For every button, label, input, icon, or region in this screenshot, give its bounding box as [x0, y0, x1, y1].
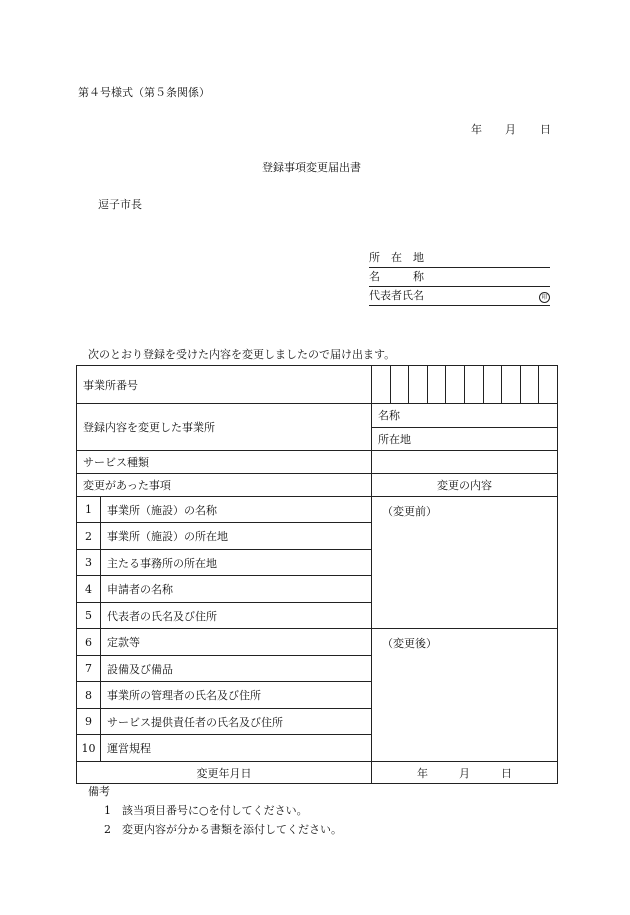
item-label: サービス提供責任者の氏名及び住所 — [101, 709, 372, 735]
item-number[interactable]: 10 — [77, 735, 101, 762]
office-name-label: 名称 — [378, 409, 400, 423]
after-cell[interactable] — [372, 629, 558, 762]
intro-text: 次のとおり登録を受けた内容を変更しましたので届け出ます。 — [88, 348, 396, 361]
change-date-field[interactable] — [372, 762, 558, 784]
item-label: 定款等 — [101, 629, 372, 656]
office-number-label: 事業所番号 — [77, 366, 372, 404]
digit-box[interactable] — [483, 366, 502, 403]
office-name-field[interactable] — [372, 404, 557, 428]
item-number[interactable]: 2 — [77, 523, 101, 550]
seal-icon: 印 — [539, 292, 550, 303]
change-date-year: 年 — [417, 766, 428, 780]
addressee: 逗子市長 — [98, 198, 142, 211]
item-number[interactable]: 7 — [77, 656, 101, 682]
service-type-field[interactable] — [372, 451, 558, 474]
digit-box[interactable] — [464, 366, 483, 403]
address-label: 所 在 地 — [369, 251, 424, 264]
item-label: 代表者の氏名及び住所 — [101, 603, 372, 629]
office-number-boxes[interactable] — [372, 366, 558, 404]
changed-items-header: 変更があった事項 — [77, 474, 372, 497]
digit-box[interactable] — [372, 366, 390, 403]
office-location-label: 所在地 — [378, 432, 411, 446]
document-title: 登録事項変更届出書 — [262, 161, 361, 174]
service-type-label: サービス種類 — [77, 451, 372, 474]
item-number[interactable]: 3 — [77, 550, 101, 576]
note-text: 変更内容が分かる書類を添付してください。 — [122, 823, 342, 836]
form-number: 第４号様式（第５条関係） — [78, 86, 210, 99]
digit-box[interactable] — [501, 366, 520, 403]
date-day-label: 日 — [540, 123, 551, 136]
item-label: 運営規程 — [101, 735, 372, 762]
item-number[interactable]: 6 — [77, 629, 101, 656]
item-label: 設備及び備品 — [101, 656, 372, 682]
digit-box[interactable] — [445, 366, 464, 403]
note-text: 該当項目番号に○を付してください。 — [122, 804, 308, 817]
digit-box[interactable] — [520, 366, 539, 403]
item-number[interactable]: 1 — [77, 497, 101, 523]
change-date-label: 変更年月日 — [77, 762, 372, 784]
item-number[interactable]: 8 — [77, 682, 101, 709]
digit-box[interactable] — [427, 366, 446, 403]
change-date-month: 月 — [459, 766, 470, 780]
representative-field[interactable] — [369, 291, 550, 306]
changed-office-cell — [372, 404, 558, 451]
representative-label: 代表者氏名 — [369, 289, 424, 302]
digit-box[interactable] — [538, 366, 557, 403]
item-number[interactable]: 5 — [77, 603, 101, 629]
digit-box[interactable] — [390, 366, 409, 403]
date-month-label: 月 — [505, 123, 516, 136]
item-label: 主たる事務所の所在地 — [101, 550, 372, 576]
before-cell[interactable] — [372, 497, 558, 629]
digit-box[interactable] — [408, 366, 427, 403]
item-number[interactable]: 9 — [77, 709, 101, 735]
office-location-field[interactable] — [372, 428, 557, 451]
item-label: 申請者の名称 — [101, 576, 372, 603]
note-number: 2 — [104, 823, 111, 836]
address-field[interactable] — [369, 253, 550, 268]
note-number: 1 — [104, 804, 111, 817]
item-label: 事業所の管理者の氏名及び住所 — [101, 682, 372, 709]
change-content-header: 変更の内容 — [372, 474, 558, 497]
name-field[interactable] — [369, 272, 550, 287]
after-label: （変更後） — [382, 637, 437, 650]
change-date-day: 日 — [501, 766, 512, 780]
before-label: （変更前） — [382, 505, 437, 518]
item-label: 事業所（施設）の名称 — [101, 497, 372, 523]
item-label: 事業所（施設）の所在地 — [101, 523, 372, 550]
change-table — [76, 365, 558, 784]
date-year-label: 年 — [471, 123, 482, 136]
item-number[interactable]: 4 — [77, 576, 101, 603]
notes-title: 備考 — [88, 785, 110, 798]
name-label: 名 称 — [369, 270, 424, 283]
changed-office-label: 登録内容を変更した事業所 — [77, 404, 372, 451]
